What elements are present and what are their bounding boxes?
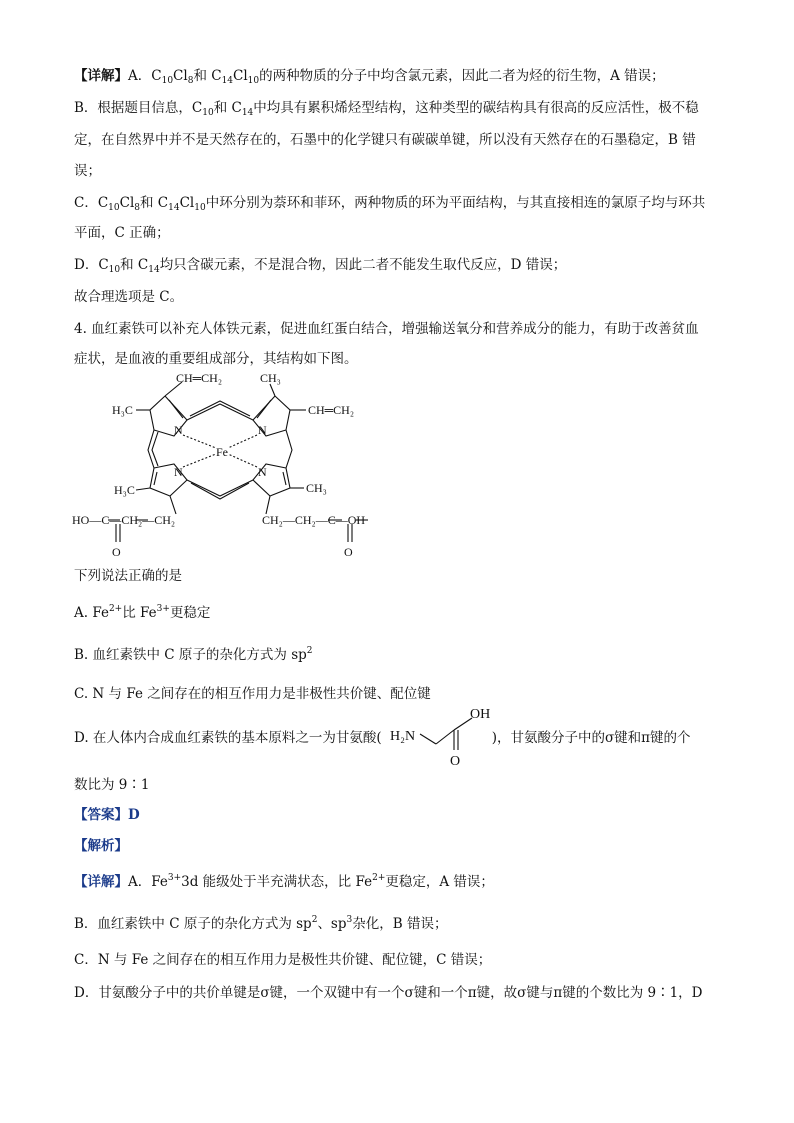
answer: 【答案】D [74, 807, 140, 823]
label-acid-right: CH₂—CH₂—C—OH [262, 513, 366, 527]
option-b: B. 血红素铁中 C 原子的杂化方式为 $sp^2$ [74, 646, 313, 663]
question-4-stem-line2: 症状，是血液的重要组成部分，其结构如下图。 [74, 351, 358, 367]
detail-b-line2: 定，在自然界中并不是天然存在的，石墨中的化学键只有碳碳单键，所以没有天然存在的石墨稳定，B 错 [74, 132, 696, 148]
analysis-tag: 【解析】 [74, 838, 128, 854]
label-ch3-left: H₃C [112, 403, 133, 417]
label-n-1: N [174, 423, 183, 437]
option-d-line1: D. 在人体内合成血红素铁的基本原料之一为甘氨酸( )，甘氨酸分子中的σ键和π键的个 [74, 730, 691, 746]
option-d-line2: 数比为 9∶1 [74, 777, 150, 793]
glycine-oh: OH [470, 707, 491, 722]
detail-a-line: 【详解】A．$C_{10}Cl_8$和 $C_{14}Cl_{10}$的两种物质的分子中均含氯元素，因此二者为烃的衍生物，A 错误； [74, 68, 665, 86]
option-c: C. N 与 Fe 之间存在的相互作用力是非极性共价键、配位键 [74, 686, 431, 702]
option-a: A. $Fe^{2+}$比 $Fe^{3+}$更稳定 [74, 604, 211, 621]
glycine-o: O [450, 754, 461, 768]
label-ch3-bottom-right: CH₃ [306, 481, 327, 495]
label-fe: Fe [216, 445, 228, 459]
detail-d-line: D．$C_{10}$和 $C_{14}$均只含碳元素，不是混合物，因此二者不能发生取代反应，D 错误； [74, 257, 567, 275]
detail-4-d: D．甘氨酸分子中的共价单键是σ键，一个双键中有一个σ键和一个π键，故σ键与π键的个数比为 9∶1，D [74, 985, 703, 1001]
detail-b-line1: B．根据题目信息，$C_{10}$和 $C_{14}$中均具有累积烯烃型结构，这种类型的碳结构具有很高的反应活性，极不稳 [74, 100, 699, 118]
detail-4-c: C．N 与 Fe 之间存在的相互作用力是极性共价键、配位键，C 错误； [74, 952, 492, 968]
label-n-2: N [258, 423, 267, 437]
glycine-structure [388, 704, 498, 768]
question-4-prompt: 下列说法正确的是 [74, 568, 182, 584]
label-o-left: O [112, 545, 121, 559]
heme-structure-figure [70, 368, 410, 564]
detail-c-line1: C．$C_{10}Cl_8$和 $C_{14}Cl_{10}$中环分别为萘环和菲环，两种物质的环为平面结构，与其直接相连的氯原子均与环共 [74, 195, 706, 213]
detail-4-a: 【详解】A．$Fe^{3+}3d$ 能级处于半充满状态，比 $Fe^{2+}$更稳定，A 错误； [74, 873, 494, 890]
glycine-h2n: H₂N [390, 729, 416, 744]
question-4-stem-line1: 4. 血红素铁可以补充人体铁元素，促进血红蛋白结合，增强输送氧分和营养成分的能力，有助于改善贫血 [74, 321, 699, 337]
label-ch3-top: CH₃ [260, 371, 281, 385]
detail-tag: 【详解】 [74, 68, 128, 84]
label-o-right: O [344, 545, 353, 559]
label-n-3: N [174, 465, 183, 479]
label-n-4: N [258, 465, 267, 479]
label-acid-left: HO—C—CH₂—CH₂ [72, 513, 176, 527]
detail-4-b: B．血红素铁中 C 原子的杂化方式为 $sp^2$、$sp^3$杂化，B 错误； [74, 915, 448, 932]
label-ch3-bottom-left: H₃C [114, 483, 135, 497]
detail-c-line2: 平面，C 正确； [74, 225, 170, 241]
label-vinyl-right: CH═CH₂ [308, 403, 355, 417]
conclusion: 故合理选项是 C。 [74, 289, 184, 305]
label-vinyl-top: CH═CH₂ [176, 371, 223, 385]
detail-b-line3: 误； [74, 163, 101, 179]
